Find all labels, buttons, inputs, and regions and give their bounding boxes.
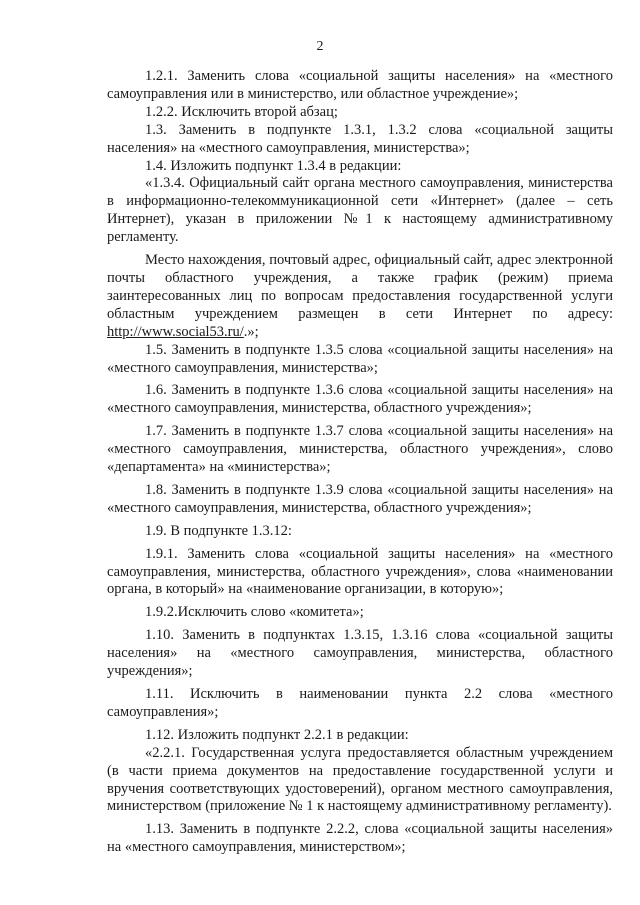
paragraph-1-12: 1.12. Изложить подпункт 2.2.1 в редакции:: [145, 726, 409, 743]
paragraph-1-8: 1.8. Заменить в подпункте 1.3.9 слова «социальной защиты населения» на «местного самоуправления, министерства, областного учреждения»;: [107, 481, 613, 516]
paragraph-1-11: 1.11. Исключить в наименовании пункта 2.2 слова «местного самоуправления»;: [107, 686, 613, 720]
paragraph-1-5: 1.5. Заменить в подпункте 1.3.5 слова «социальной защиты населения» на «местного самоуправления, министерства»;: [107, 341, 613, 376]
paragraph-1-9-2: 1.9.2.Исключить слово «комитета»;: [145, 604, 364, 621]
paragraph-1-6: 1.6. Заменить в подпункте 1.3.6 слова «социальной защиты населения» на «местного самоуправления, министерства, областного учреждения»;: [107, 382, 613, 417]
paragraph-1-2-2: 1.2.2. Исключить второй абзац;: [145, 103, 338, 120]
page-number: 2: [316, 39, 324, 54]
paragraph-1-3: 1.3. Заменить в подпункте 1.3.1, 1.3.2 слова «социальной защиты населения» на «местного самоуправления, министерства»;: [107, 121, 613, 156]
paragraph-1-4: 1.4. Изложить подпункт 1.3.4 в редакции:: [145, 157, 402, 174]
paragraph-1-10: 1.10. Заменить в подпунктах 1.3.15, 1.3.16 слова «социальной защиты населения» на «местного самоуправления, министерства, областного учреждения»;: [107, 627, 613, 680]
paragraph-1-7: 1.7. Заменить в подпункте 1.3.7 слова «социальной защиты населения» на «местного самоуправления, министерства, областного учреждения», слово «департамента» на «министерства»;: [107, 423, 613, 476]
website-link[interactable]: http://www.social53.ru/: [107, 323, 244, 340]
paragraph-1-13: 1.13. Заменить в подпункте 2.2.2, слова «социальной защиты населения» на «местного самоуправления, министерством»;: [107, 821, 613, 856]
paragraph-1-2-1: 1.2.1. Заменить слова «социальной защиты населения» на «местного самоуправления или в министерство, или областное учреждение»;: [107, 68, 613, 102]
paragraph-1-3-4-quote: «1.3.4. Официальный сайт органа местного самоуправления, министерства в информационно-телекоммуникационной сети «Интернет» (далее – сеть Интернет), указан в приложении №1 к настоящему административному регламенту.: [107, 175, 613, 246]
paragraph-2-2-1-quote: «2.2.1. Государственная услуга предоставляется областным учреждением (в части приема документов на предоставление государственной услуги и вручения соответствующих удостоверений), органом местного самоуправления, министерством (приложение № 1 к настоящему административному регламенту).: [107, 744, 613, 815]
paragraph-1-9-1: 1.9.1. Заменить слова «социальной защиты населения» на «местного самоуправления, министерства, областного учреждения», слова «наименовании органа, в который» на «наименование организации, в которую»;: [107, 545, 613, 598]
paragraph-location: [107, 252, 613, 342]
link-suffix: .»;: [243, 323, 259, 340]
location-text: Место нахождения, почтовый адрес, официальный сайт, адрес электронной почты областного учреждения, а также график (режим) приема заинтересованных лиц по вопросам предоставления государственной услуги областным учреждением размещен в сети Интернет по адресу:: [107, 252, 613, 322]
paragraph-1-9: 1.9. В подпункте 1.3.12:: [145, 522, 292, 539]
document-body: [107, 68, 613, 857]
